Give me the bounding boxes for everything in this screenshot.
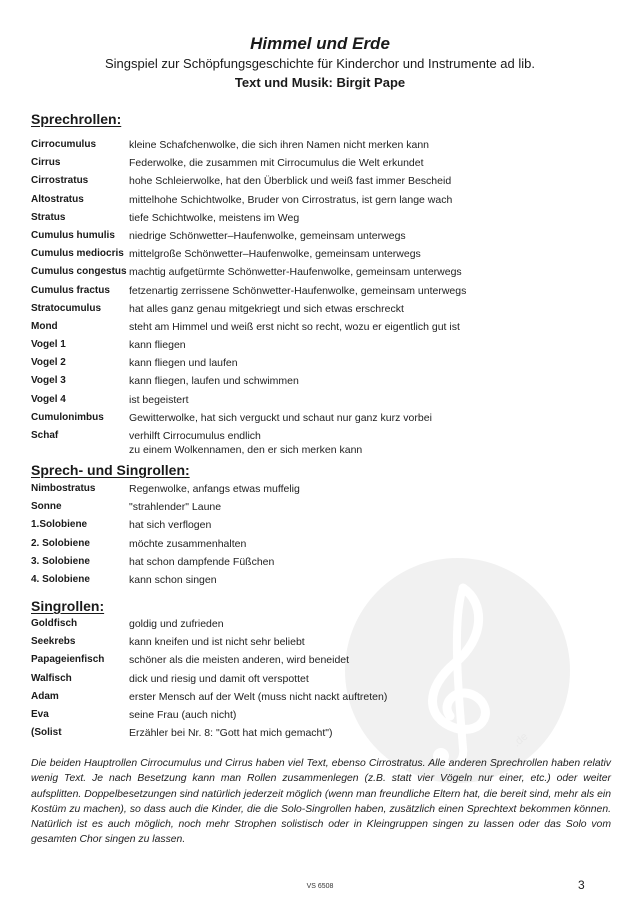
role-description <box>129 615 601 631</box>
role-description-line: kann schon singen <box>129 573 217 586</box>
role-name: Cumulus mediocris <box>31 248 124 260</box>
role-row <box>31 354 601 372</box>
role-row <box>31 651 601 669</box>
casting-note: Die beiden Hauptrollen Cirrocumulus und Cirrus haben viel Text, ebenso Cirrostratus. Alle anderen Sprechrollen haben relativ wenig Text. Je nach Besetzung kann man Rollen zusammenlegen (z.B. statt vier Vögeln nur einer, etc.) oder weiter aufsplitten. Doppelbesetzungen sind natürlich jederzeit möglich (wenn man freundliche Eltern hat, die bereit sind, mehr als ein Kostüm zu machen), so dass auch die Kinder, die die Solo-Singrollen haben, zusätzlich einen Sprechtext bekommen können. Natürlich ist es auch möglich, noch mehr Strophen solistisch oder in Kleingruppen singen zu lassen oder das Solo vom gesamten Chor singen zu lassen. <box>31 758 611 846</box>
role-description <box>129 651 601 667</box>
role-name: Cirrostratus <box>31 175 89 187</box>
role-name: Schaf <box>31 430 59 441</box>
role-description-line: machtig aufgetürmte Schönwetter-Haufenwolke, gemeinsam unterwegs <box>129 266 462 279</box>
role-description-line: hat sich verflogen <box>129 519 212 532</box>
role-description-line: erster Mensch auf der Welt (muss nicht nackt auftreten) <box>129 690 388 703</box>
role-description <box>129 535 601 551</box>
role-description-line: Gewitterwolke, hat sich verguckt und schaut nur ganz kurz vorbei <box>129 411 432 424</box>
role-description <box>129 245 601 261</box>
role-row <box>31 571 601 589</box>
role-description <box>129 354 601 370</box>
role-description-line: kann fliegen und laufen <box>129 357 238 370</box>
role-description <box>129 136 601 152</box>
role-description-line: tiefe Schichtwolke, meistens im Weg <box>129 211 300 224</box>
role-description-line: schöner als die meisten anderen, wird beneidet <box>129 654 350 667</box>
role-description <box>129 724 601 740</box>
role-description <box>129 263 601 279</box>
role-description <box>129 336 601 352</box>
role-description <box>129 191 601 207</box>
role-description <box>129 688 601 704</box>
role-name: Vogel 4 <box>31 393 66 405</box>
role-name: Goldfisch <box>31 618 78 629</box>
section-heading-sprech-und-singrollen: Sprech- und Singrollen: <box>31 462 190 478</box>
role-row <box>31 336 601 354</box>
role-row <box>31 318 601 336</box>
role-row <box>31 227 601 245</box>
role-description <box>129 154 601 170</box>
role-description-line: möchte zusammenhalten <box>129 537 247 550</box>
role-row <box>31 724 601 742</box>
role-description <box>129 480 601 496</box>
role-description <box>129 553 601 569</box>
role-description-line: fetzenartig zerrissene Schönwetter-Haufenwolke, gemeinsam unterwegs <box>129 284 467 297</box>
role-description-line: mittelhohe Schichtwolke, Bruder von Cirrostratus, ist gern lange wach <box>129 193 453 206</box>
role-row <box>31 553 601 571</box>
role-description-line: dick und riesig und damit oft verspottet <box>129 672 309 685</box>
role-row <box>31 615 601 633</box>
role-row <box>31 391 601 409</box>
role-description <box>129 633 601 649</box>
role-row <box>31 535 601 553</box>
role-row <box>31 670 601 688</box>
role-description-line: Regenwolke, anfangs etwas muffelig <box>129 483 300 495</box>
role-row <box>31 282 601 300</box>
role-description <box>129 498 601 514</box>
role-row <box>31 498 601 516</box>
role-description <box>129 391 601 407</box>
role-description <box>129 282 601 298</box>
role-name: 2. Solobiene <box>31 537 90 549</box>
role-description <box>129 670 601 686</box>
role-description-line: kann kneifen und ist nicht sehr beliebt <box>129 636 305 649</box>
role-name: Vogel 3 <box>31 375 66 387</box>
role-row <box>31 706 601 724</box>
role-name: Eva <box>31 708 49 720</box>
role-row <box>31 245 601 263</box>
watermark-text: .de <box>510 730 531 750</box>
page-credit: Text und Musik: Birgit Pape <box>234 75 406 90</box>
role-name: Vogel 2 <box>31 357 66 369</box>
role-list-sprechrollen <box>31 136 601 457</box>
role-row <box>31 480 601 498</box>
page-title: Himmel und Erde <box>250 34 390 53</box>
role-description-line: zu einem Wolkennamen, den er sich merken kann <box>129 444 363 456</box>
role-description <box>129 706 601 722</box>
role-name: Cumulonimbus <box>31 411 104 423</box>
role-name: Seekrebs <box>31 636 76 648</box>
section-heading-singrollen: Singrollen: <box>31 598 105 614</box>
role-description <box>129 318 601 334</box>
role-name: Cirrocumulus <box>31 139 97 150</box>
role-row <box>31 263 601 281</box>
role-description-line: kann fliegen, laufen und schwimmen <box>129 375 299 388</box>
role-description-line: kleine Schafchenwolke, die sich ihren Namen nicht merken kann <box>129 139 429 151</box>
role-description <box>129 571 601 587</box>
role-row <box>31 136 601 154</box>
role-name: Cumulus fractus <box>31 284 110 296</box>
role-description-line: Erzähler bei Nr. 8: "Gott hat mich gemacht") <box>129 727 333 740</box>
role-description-line: ist begeistert <box>129 393 189 406</box>
role-description-line: hohe Schleierwolke, hat den Überblick und weiß fast immer Bescheid <box>129 175 452 188</box>
role-description-line: kann fliegen <box>129 339 186 352</box>
role-description <box>129 372 601 388</box>
role-description-line: verhilft Cirrocumulus endlich <box>129 430 261 442</box>
role-name: Cumulus congestus <box>31 266 127 278</box>
role-name: Cumulus humulis <box>31 229 115 241</box>
role-name: 3. Solobiene <box>31 555 90 567</box>
role-row <box>31 688 601 706</box>
page-number: 3 <box>578 878 585 892</box>
role-list-singrollen <box>31 615 601 742</box>
role-name: Stratocumulus <box>31 302 102 314</box>
role-list-sprech-und-singrollen <box>31 480 601 589</box>
role-description-line: mittelgroße Schönwetter–Haufenwolke, gemeinsam unterwegs <box>129 248 421 261</box>
page-subtitle: Singspiel zur Schöpfungsgeschichte für Kinderchor und Instrumente ad lib. <box>105 56 535 71</box>
role-name: Papageienfisch <box>31 654 105 666</box>
publisher-code: VS 6508 <box>306 883 334 890</box>
role-description <box>129 227 601 243</box>
role-description-line: seine Frau (auch nicht) <box>129 708 237 721</box>
section-heading-sprechrollen: Sprechrollen: <box>31 111 122 127</box>
role-row <box>31 372 601 390</box>
role-description <box>129 409 601 425</box>
role-description <box>129 427 601 457</box>
role-name: Mond <box>31 320 58 332</box>
role-name: Sonne <box>31 501 62 513</box>
role-row <box>31 154 601 172</box>
role-description-line: hat alles ganz genau mitgekriegt und sich etwas erschreckt <box>129 302 404 315</box>
role-name: Nimbostratus <box>31 483 96 494</box>
role-row <box>31 516 601 534</box>
role-description-line: hat schon dampfende Füßchen <box>129 555 275 568</box>
role-row <box>31 633 601 651</box>
role-name: Adam <box>31 690 59 702</box>
role-description <box>129 172 601 188</box>
role-description <box>129 516 601 532</box>
role-row <box>31 209 601 227</box>
role-description-line: steht am Himmel und weiß erst nicht so recht, wozu er eigentlich gut ist <box>129 320 460 333</box>
role-name: Altostratus <box>31 193 84 205</box>
role-description <box>129 300 601 316</box>
role-row <box>31 427 601 457</box>
role-description-line: Federwolke, die zusammen mit Cirrocumulus die Welt erkundet <box>129 157 424 170</box>
role-name: Vogel 1 <box>31 339 66 351</box>
role-row <box>31 191 601 209</box>
role-name: Walfisch <box>31 672 72 684</box>
role-name: Stratus <box>31 211 66 223</box>
role-description <box>129 209 601 225</box>
role-row <box>31 409 601 427</box>
role-row <box>31 172 601 190</box>
role-name: 4. Solobiene <box>31 573 90 585</box>
role-description-line: "strahlender" Laune <box>129 501 222 514</box>
role-description-line: niedrige Schönwetter–Haufenwolke, gemeinsam unterwegs <box>129 229 406 242</box>
role-description-line: goldig und zufrieden <box>129 618 224 630</box>
role-name: (Solist <box>31 727 62 739</box>
role-row <box>31 300 601 318</box>
role-name: Cirrus <box>31 157 61 169</box>
role-name: 1.Solobiene <box>31 519 88 531</box>
